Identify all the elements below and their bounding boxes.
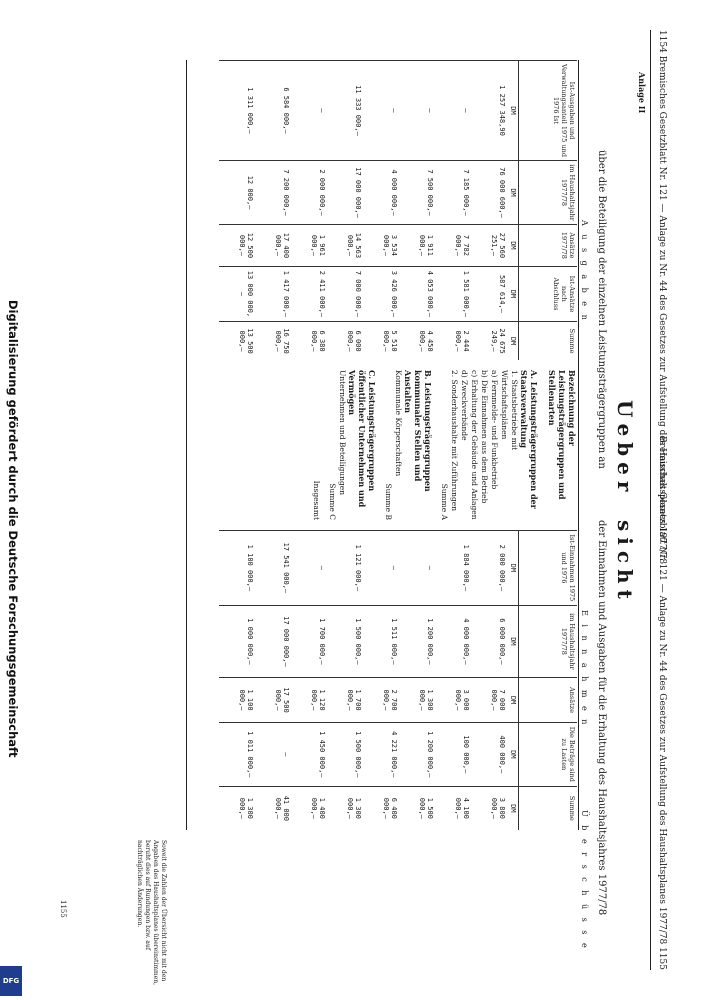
table-cell: 6 380 000,— (291, 322, 327, 360)
table-row (327, 531, 363, 831)
table-cell: 7 000 000,— (471, 678, 507, 723)
table-row (255, 61, 291, 361)
ausgaben-col-header: Ansätze 1977/78 (519, 225, 577, 267)
table-cell: 1 417 000,— (255, 266, 291, 321)
table-cell: 1 884 000,— (435, 531, 471, 606)
table-cell: 17 541 000,— (255, 531, 291, 606)
table-cell: 12 000,— (219, 161, 255, 225)
table-cell: 6 000 000,— (327, 322, 363, 360)
einnahmen-unit-row (507, 531, 519, 831)
ausgaben-header-row (519, 61, 577, 361)
table-row (363, 61, 399, 361)
ausgaben-col-header: Ist-Ausgaben und Verwaltungsanteil 1975 und 1976 Ist (519, 61, 577, 161)
ausgaben-col-header: Summe (519, 322, 577, 360)
table-cell: 7 000 000,— (327, 266, 363, 321)
table-cell: 1 100 000,— (219, 678, 255, 723)
einnahmen-col-header: Ansätze (519, 678, 577, 723)
table-row (399, 531, 435, 831)
table-cell: 1 500 000,— (399, 786, 435, 830)
block-c-line: Summe C (328, 483, 337, 520)
table-cell: 11 333 000,— (327, 61, 363, 161)
table-cell: 4 000 000,— (435, 605, 471, 677)
unit-cell: DM (507, 678, 519, 723)
table-row (471, 531, 507, 831)
table-cell: 6 000 000,— (471, 605, 507, 677)
table-cell: 7 200 000,— (255, 161, 291, 225)
subtitle-left: über die Beteiligung der einzelnen Leistungsträgergruppen an (596, 150, 607, 469)
ausgaben-table-body (219, 61, 507, 361)
block-a-line: Summe A (440, 483, 449, 520)
table-cell: 1 500 000,— (327, 722, 363, 786)
einnahmen-col-header: Die Beträge sind zu Lasten (519, 722, 577, 786)
block-a-line: b) Die Einnahmen aus dem Betrieb (480, 370, 489, 504)
table-cell: 1 257 348,90 (471, 61, 507, 161)
table-cell: 2 444 000,— (435, 322, 471, 360)
dfg-logo: DFG (0, 966, 22, 996)
table-cell: 76 000 600,— (471, 161, 507, 225)
footnote: Soweit die Zahlen der Übersicht nicht mit den Angaben des Haushaltsplanes übereinstimmen, beruht dies auf Rundungen bzw. auf nachträglichen Änderungen. (136, 840, 167, 986)
table-cell: 4 100 000,— (435, 786, 471, 830)
unit-cell: DM (507, 266, 519, 321)
table-cell: 3 426 000,— (363, 266, 399, 321)
block-a-line: 1. Staatsbetriebe mit Wirtschaftsplänen (500, 370, 519, 451)
table-cell: 1 511 000,— (363, 605, 399, 677)
table-cell: 1 100 000,— (219, 531, 255, 606)
annex-label: Anlage II (637, 72, 647, 114)
ausgaben-unit-row (507, 61, 519, 361)
table-cell: 1 121 000,— (327, 531, 363, 606)
table-cell: 7 500 000,— (399, 161, 435, 225)
table-cell: 2 700 000,— (363, 678, 399, 723)
table-row (471, 61, 507, 361)
table-row (291, 531, 327, 831)
einnahmen-col-header: Summe (519, 786, 577, 830)
title-left: Ueber (613, 400, 637, 498)
table-cell: 7 185 000,— (435, 161, 471, 225)
header-right: Bremisches Gesetzblatt Nr. 121 — Anlage zu Nr. 44 des Gesetzes zur Aufstellung des Haushaltsplanes 1977/78 1155 (657, 435, 667, 970)
table-row (219, 531, 255, 831)
table-cell: — (435, 61, 471, 161)
unit-cell: DM (507, 161, 519, 225)
block-a-line: a) Fernmelde- und Funkbetrieb (490, 370, 499, 490)
table-cell: — (363, 531, 399, 606)
table-cell: 12 500 000,— (219, 225, 255, 267)
table-row (363, 531, 399, 831)
table-cell: 13 500 000,— (219, 322, 255, 360)
table-cell: 6 400 000,— (363, 786, 399, 830)
table-cell: 2 411 000,— (291, 266, 327, 321)
table-cell: 14 563 000,— (327, 225, 363, 267)
block-a-line: d) Zweckverbände (460, 370, 469, 441)
table-cell: 7 782 000,— (435, 225, 471, 267)
block-b-line: Summe B (384, 483, 393, 520)
digitization-band (0, 0, 26, 1000)
table-cell: 1 000 000,— (219, 605, 255, 677)
table-cell: 2 000 000,— (291, 161, 327, 225)
block-a-title: A. Leistungsträgergruppen der Staatsverwaltung (519, 370, 539, 509)
page-marker: 1155 (59, 900, 67, 918)
title-right: sicht (613, 520, 637, 605)
unit-cell: DM (507, 322, 519, 360)
table-cell: 1 400 000,— (291, 786, 327, 830)
table-cell: 41 000 000,— (255, 786, 291, 830)
einnahmen-table (219, 530, 577, 830)
table-cell: — (291, 61, 327, 161)
table-cell: 1 450 000,— (291, 722, 327, 786)
table-cell: 1 300 000,— (219, 786, 255, 830)
table-cell: 17 500 000,— (255, 678, 291, 723)
block-b-line: Kommunale Körperschaften (394, 370, 403, 477)
table-cell: 1 581 000,— (435, 266, 471, 321)
table-cell: 6 584 000,— (255, 61, 291, 161)
table-cell: 3 534 000,— (363, 225, 399, 267)
ausgaben-col-header: Ist-Ansätze nach Abschluss (519, 266, 577, 321)
page-header (653, 30, 667, 970)
table-cell: 3 800 000,— (471, 786, 507, 830)
table-row (399, 61, 435, 361)
table-row (435, 531, 471, 831)
section-ausgaben: A u s g a b e n (580, 220, 589, 323)
table-cell: 3 000 000,— (435, 678, 471, 723)
table-cell: 17 400 000,— (255, 225, 291, 267)
unit-cell: DM (507, 605, 519, 677)
table-cell: 4 053 000,— (399, 266, 435, 321)
block-a-line: 2. Sonderhaushalte mit Zuführungen (450, 370, 459, 512)
table-cell: 13 000 000,— (219, 266, 255, 321)
table-cell: 24 675 249,— (471, 322, 507, 360)
einnahmen-col-header: im Haushaltsjahr 1977/78 (519, 605, 577, 677)
table-top-rule (578, 60, 579, 830)
table-cell: 400 000,— (471, 722, 507, 786)
table-cell: 17 000 000,— (255, 605, 291, 677)
block-b-title: B. Leistungsträgergruppen kommunaler Stellen und Anstalten (403, 370, 433, 492)
table-cell: 4 221 000,— (363, 722, 399, 786)
table-cell: 1 700 000,— (327, 678, 363, 723)
table-row (327, 61, 363, 361)
table-cell: 587 614,— (471, 266, 507, 321)
grand-total-label: Insgesamt (312, 480, 321, 520)
unit-cell: DM (507, 61, 519, 161)
explanations-column (311, 370, 577, 520)
table-cell: 1 120 000,— (291, 678, 327, 723)
table-cell: 2 000 000,— (471, 531, 507, 606)
header-left: 1154 Bremisches Gesetzblatt Nr. 121 — Anlage zu Nr. 44 des Gesetzes zur Aufstellung des Haushaltsplanes 1977/78 (657, 30, 667, 565)
table-cell: 4 000 000,— (363, 161, 399, 225)
table-cell: 1 300 000,— (327, 786, 363, 830)
block-c-line: Unternehmen und Beteiligungen (338, 370, 347, 496)
explanations-heading: Bezeichnung der Leistungsträgergruppen und Stellenarten (547, 370, 577, 500)
table-cell: 1 300 000,— (399, 678, 435, 723)
table-cell: 1 700 000,— (291, 605, 327, 677)
table-row (291, 61, 327, 361)
einnahmen-header-row (519, 531, 577, 831)
table-row (435, 61, 471, 361)
ausgaben-col-header: im Haushaltsjahr 1977/78 (519, 161, 577, 225)
table-cell: 1 961 000,— (291, 225, 327, 267)
subtitle-right: der Einnahmen und Ausgaben für die Erhaltung des Haushaltsjahres 1977/78 (596, 520, 607, 916)
table-cell: — (399, 531, 435, 606)
block-c-title: C. Leistungsträgergruppen öffentlicher Unternehmen und Vermögen (347, 370, 377, 508)
table-cell: 100 000,— (435, 722, 471, 786)
table-cell: 1 911 000,— (399, 225, 435, 267)
table-cell: 4 450 000,— (399, 322, 435, 360)
table-cell: 27 560 251,— (471, 225, 507, 267)
unit-cell: DM (507, 225, 519, 267)
table-cell: — (255, 722, 291, 786)
digitization-notice: Digitalisierung gefördert durch die Deutsche Forschungsgemeinschaft (6, 300, 20, 758)
header-rule (650, 30, 651, 970)
unit-cell: DM (507, 786, 519, 830)
block-a-line: c) Erhaltung der Gebäude und Anlagen (470, 370, 479, 520)
table-bottom-rule (186, 60, 187, 830)
table-cell: 17 000 000,— (327, 161, 363, 225)
ausgaben-table (219, 60, 577, 360)
section-ueberschuss: Ü b e r s c h ü s s e (580, 810, 589, 951)
section-einnahmen: E i n n a h m e n (580, 610, 589, 728)
einnahmen-col-header: Ist-Einnahmen 1975 und 1976 (519, 531, 577, 606)
table-row (255, 531, 291, 831)
table-row (219, 61, 255, 361)
table-cell: 1 200 000,— (399, 722, 435, 786)
table-cell: 1 500 000,— (327, 605, 363, 677)
table-cell: 5 510 000,— (363, 322, 399, 360)
table-cell: 1 311 000,— (219, 61, 255, 161)
unit-cell: DM (507, 722, 519, 786)
unit-cell: DM (507, 531, 519, 606)
table-cell: — (363, 61, 399, 161)
table-cell: 1 011 000,— (219, 722, 255, 786)
table-cell: 16 750 000,— (255, 322, 291, 360)
table-cell: 1 200 000,— (399, 605, 435, 677)
einnahmen-table-body (219, 531, 507, 831)
table-cell: — (399, 61, 435, 161)
table-cell: — (291, 531, 327, 606)
